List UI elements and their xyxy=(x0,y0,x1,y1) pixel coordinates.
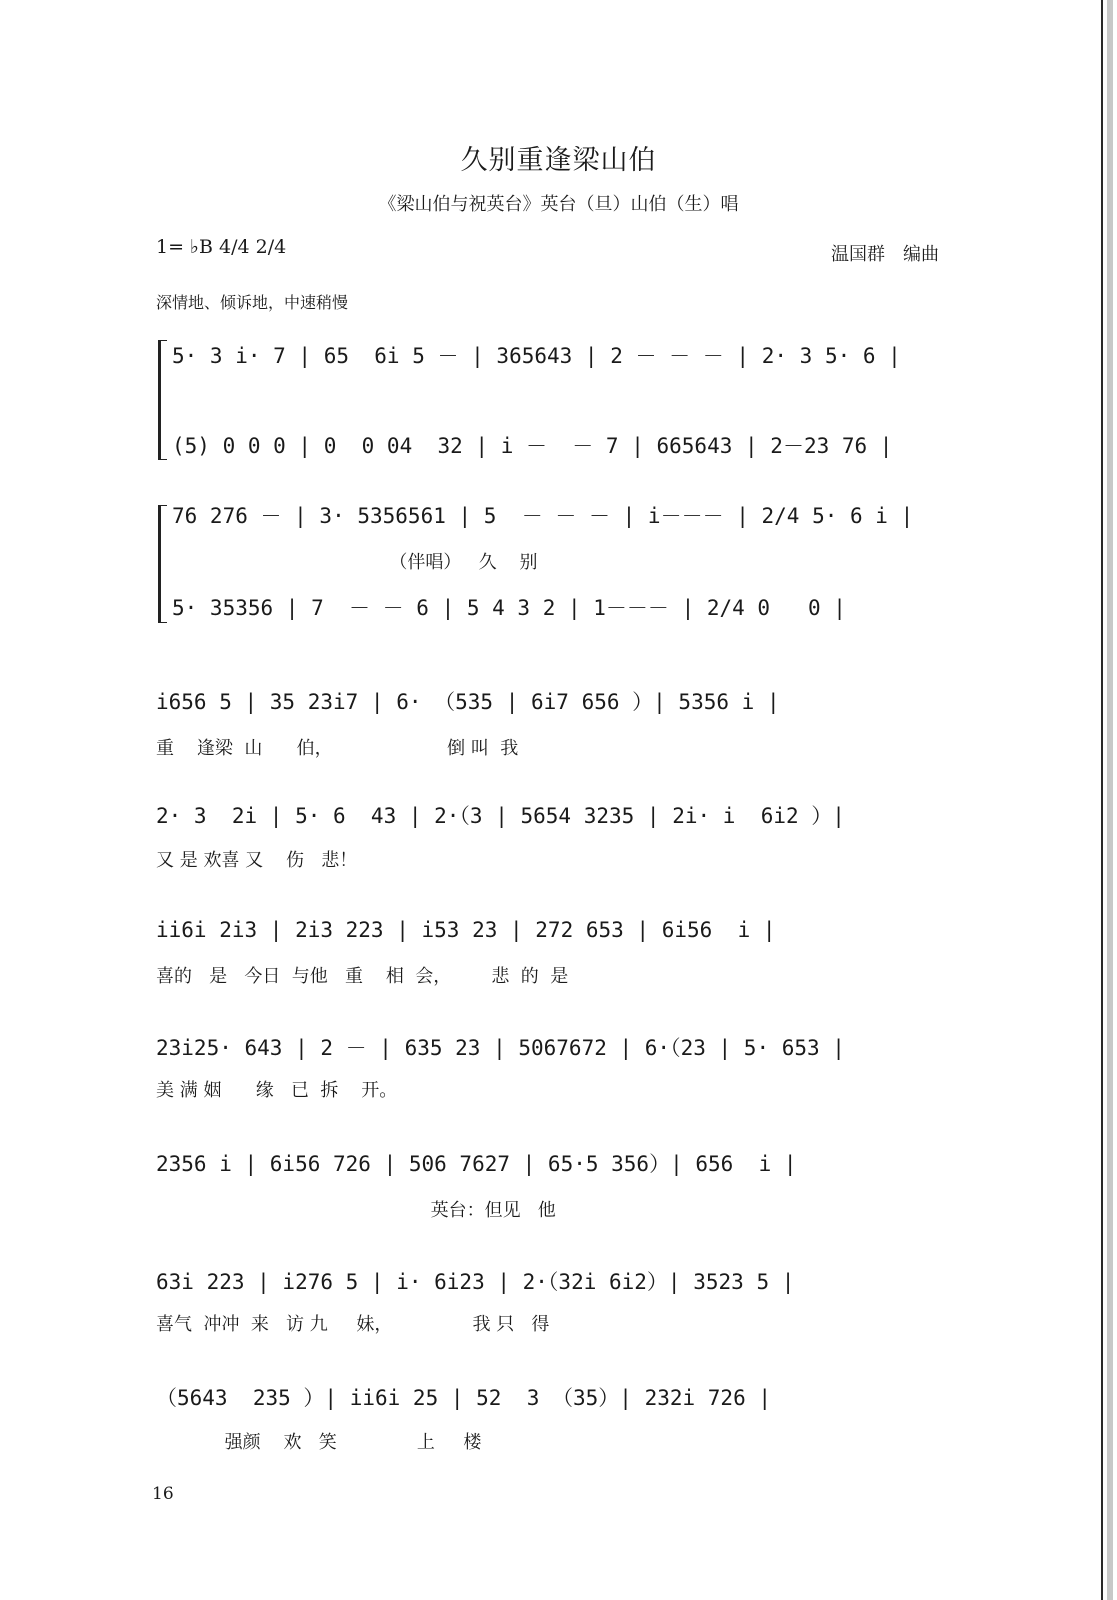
score-line-1-lower: (5) 0 0 0 | 0 0 04 32 | i － － 7 | 665643 | 2－23 76 | xyxy=(172,434,893,458)
song-subtitle: 《梁山伯与祝英台》英台（旦）山伯（生）唱 xyxy=(378,194,739,215)
score-line-7: 2356 i | 6i56 726 | 506 7627 | 65·5 356）| 656 i | xyxy=(156,1152,797,1176)
score-line-4: 2· 3 2i | 5· 6 43 | 2·（3 | 5654 3235 | 2i· i 6i2 ）| xyxy=(156,804,845,828)
key-signature: 1= ♭B 4/4 2/4 xyxy=(156,236,287,258)
score-line-8: 63i 223 | i276 5 | i· 6i23 | 2·（32i 6i2）| 3523 5 | xyxy=(156,1270,795,1294)
lyric-line-6: 美 满 姻 缘 已 拆 开。 xyxy=(156,1080,398,1101)
system-brace-2 xyxy=(158,505,167,623)
system-brace-1 xyxy=(158,340,167,460)
lyric-line-5: 喜的 是 今日 与他 重 相 会， 悲 的 是 xyxy=(156,966,569,987)
score-line-1-upper: 5· 3 i· 7 | 65 6i 5 － | 365643 | 2 － － － | 2· 3 5· 6 | xyxy=(172,344,901,368)
score-line-2-upper: 76 276 － | 3· 5356561 | 5 － － － | i－－－ | 2/4 5· 6 i | xyxy=(172,504,914,528)
score-line-9: （5643 235 ）| ii6i 25 | 52 3 （35）| 232i 726 | xyxy=(156,1386,772,1410)
score-line-2-lower: 5· 35356 | 7 － － 6 | 5 4 3 2 | 1－－－ | 2/4 0 0 | xyxy=(172,596,846,620)
composer-credit: 温国群 编曲 xyxy=(831,244,939,265)
lyric-line-9: 强颜 欢 笑 上 楼 xyxy=(156,1432,482,1453)
page-number: 16 xyxy=(152,1484,174,1504)
song-title: 久别重逢梁山伯 xyxy=(460,145,657,176)
lyric-line-4: 又 是 欢喜 又 伤 悲！ xyxy=(156,850,358,871)
lyric-line-3: 重 逢梁 山 伯， 倒 叫 我 xyxy=(156,738,519,759)
tempo-marking: 深情地、倾诉地，中速稍慢 xyxy=(156,293,349,312)
lyric-line-7: 英台：但见 他 xyxy=(156,1200,556,1221)
score-line-3: i656 5 | 35 23i7 | 6· （535 | 6i7 656 ）| 5356 i | xyxy=(156,690,780,714)
score-line-5: ii6i 2i3 | 2i3 223 | i53 23 | 272 653 | 6i56 i | xyxy=(156,918,776,942)
score-line-6: 23i25· 643 | 2 － | 635 23 | 5067672 | 6·（23 | 5· 653 | xyxy=(156,1036,845,1060)
page-edge-shadow xyxy=(1107,0,1113,1600)
page-edge-line xyxy=(1101,0,1103,1600)
lyric-line-8: 喜气 冲冲 来 访 九 妹， 我 只 得 xyxy=(156,1314,550,1335)
lyric-line-2: （伴唱） 久 别 xyxy=(172,552,538,573)
